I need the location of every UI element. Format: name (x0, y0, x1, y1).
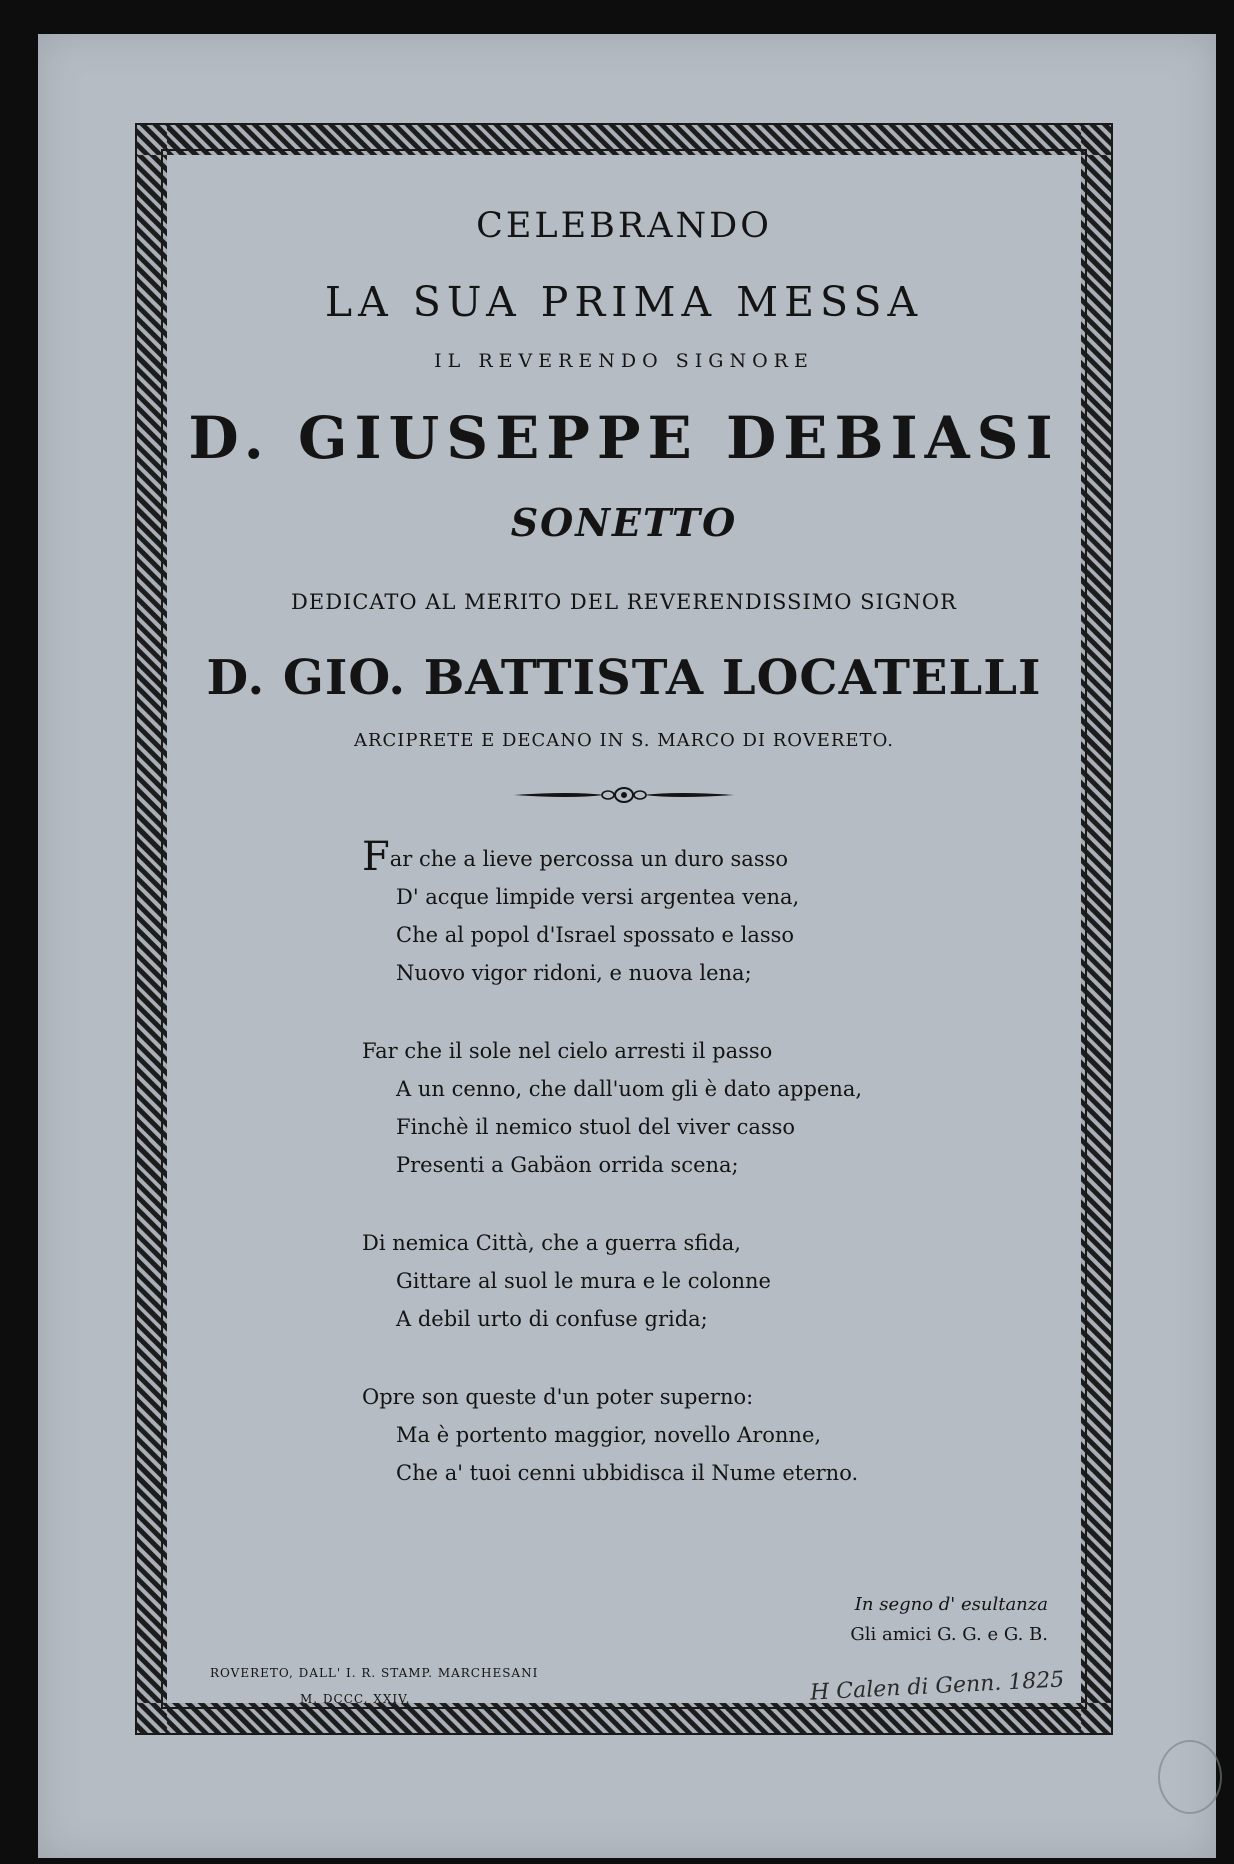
heading-name-debiasi: D. GIUSEPPE DEBIASI (188, 404, 1060, 472)
poem-line: Gittare al suol le mura e le colonne (396, 1269, 771, 1293)
heading-prima-messa: LA SUA PRIMA MESSA (324, 278, 924, 326)
poem-line: Che al popol d'Israel spossato e lasso (396, 923, 795, 947)
sonnet-text (362, 834, 1012, 1532)
signature-block (850, 1590, 1048, 1650)
library-stamp-icon (1158, 1740, 1222, 1814)
heading-reverendo: IL REVERENDO SIGNORE (434, 350, 814, 372)
heading-name-locatelli: D. GIO. BATTISTA LOCATELLI (206, 650, 1042, 706)
imprint-line-1: ROVERETO, DALL' I. R. STAMP. MARCHESANI (210, 1666, 539, 1680)
imprint-line-2: M. DCCC. XXIV. (300, 1692, 411, 1706)
poem-line: Far che il sole nel cielo arresti il passo (362, 1039, 773, 1063)
poem-line: Che a' tuoi cenni ubbidisca il Nume eterno. (396, 1461, 859, 1485)
stanza-4 (362, 1378, 1012, 1492)
stanza-2 (362, 1032, 1012, 1184)
poem-line: Opre son queste d'un poter superno: (362, 1385, 754, 1409)
ornament-divider-icon (512, 782, 736, 808)
drop-cap: F (362, 834, 390, 880)
heading-title-arciprete: ARCIPRETE E DECANO IN S. MARCO DI ROVERETO. (353, 730, 894, 751)
heading-celebrando: CELEBRANDO (476, 206, 772, 246)
heading-sonetto: SONETTO (510, 500, 738, 545)
poem-line: Presenti a Gabäon orrida scena; (396, 1153, 739, 1177)
poem-line: A un cenno, che dall'uom gli è dato appena, (396, 1077, 863, 1101)
poem-line: Di nemica Città, che a guerra sfida, (362, 1231, 741, 1255)
poem-line: A debil urto di confuse grida; (396, 1307, 708, 1331)
stanza-3 (362, 1224, 1012, 1338)
poem-line: ar che a lieve percossa un duro sasso (389, 847, 789, 871)
heading-dedication: DEDICATO AL MERITO DEL REVERENDISSIMO SIGNOR (291, 590, 957, 614)
stanza-1 (362, 834, 1012, 992)
signature-line-2: Gli amici G. G. e G. B. (850, 1624, 1048, 1645)
printer-imprint (210, 1660, 538, 1712)
poem-line: Ma è portento maggior, novello Aronne, (396, 1423, 822, 1447)
poem-line: Nuovo vigor ridoni, e nuova lena; (396, 961, 752, 985)
signature-line-1: In segno d' esultanza (854, 1594, 1048, 1615)
poem-line: Finchè il nemico stuol del viver casso (396, 1115, 796, 1139)
handwritten-date-note: H Calen di Genn. 1825 (809, 1667, 1065, 1706)
poem-line: D' acque limpide versi argentea vena, (396, 885, 800, 909)
